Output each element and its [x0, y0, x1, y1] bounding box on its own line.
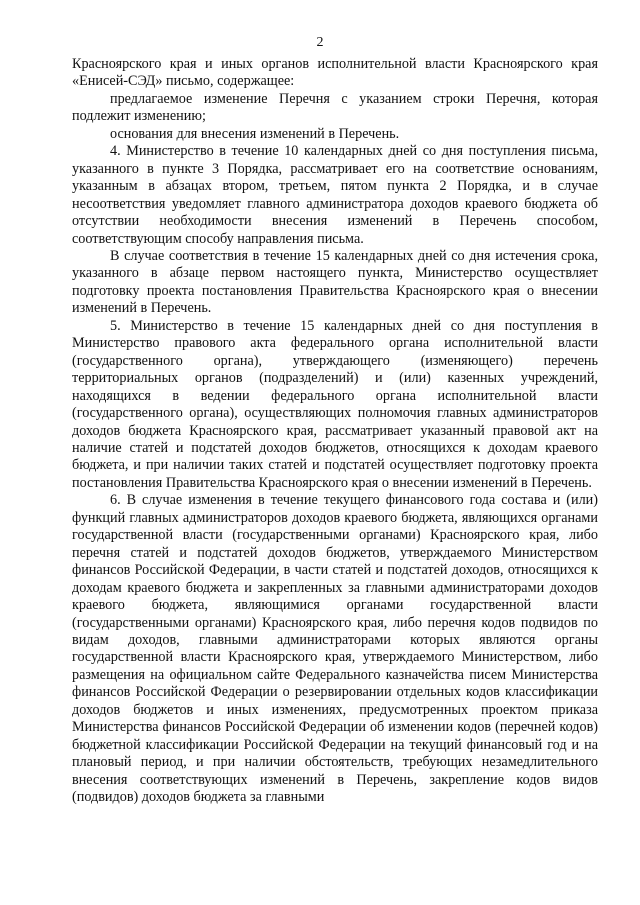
- paragraph-continuation: Красноярского края и иных органов исполнительной власти Красноярского края «Енисей-СЭД» письмо, содержащее:: [72, 56, 598, 90]
- paragraph-item-5: 5. Министерство в течение 15 календарных дней со дня поступления в Министерство правового акта федерального органа исполнительной власти (государственного органа), утверждающего (изменяющего) перечень территориальных органов (подразделений) и (или) казенных учреждений, находящихся в ведении федерального органа исполнительной власти (государственного органа), осуществляющих полномочия главных администраторов доходов бюджета Красноярского края, рассматривает указанный правовой акт на наличие статей и подстатей доходов бюджетов, относящихся к доходам краевого бюджета, и при наличии таких статей и подстатей осуществляет подготовку проекта постановления Правительства Красноярского края о внесении изменений в Перечень.: [72, 317, 598, 491]
- document-body: [72, 56, 598, 806]
- paragraph-proposed-change: предлагаемое изменение Перечня с указанием строки Перечня, которая подлежит изменению;: [72, 90, 598, 125]
- paragraph-item-4: 4. Министерство в течение 10 календарных дней со дня поступления письма, указанного в пункте 3 Порядка, рассматривает его на соответствие основаниям, указанным в абзацах втором, третьем, пятом пункта 2 Порядка, и в случае несоответствия уведомляет главного администратора доходов краевого бюджета об отсутствии необходимости внесения изменений в Перечень способом, соответствующим способу направления письма.: [72, 143, 598, 247]
- paragraph-grounds: основания для внесения изменений в Перечень.: [110, 125, 400, 142]
- paragraph-item-4-compliance: В случае соответствия в течение 15 календарных дней со дня истечения срока, указанного в абзаце первом настоящего пункта, Министерство осуществляет подготовку проекта постановления Правительства Красноярского края о внесении изменений в Перечень.: [72, 247, 598, 317]
- paragraph-item-6: 6. В случае изменения в течение текущего финансового года состава и (или) функций главных администраторов доходов краевого бюджета, являющихся органами государственной власти (государственными органами) Красноярского края, либо перечня статей и подстатей доходов бюджетов, утверждаемого Министерством финансов Российской Федерации, в части статей и подстатей доходов, относящихся к доходам краевого бюджета и закрепленных за главными администраторами доходов краевого бюджета, являющимися органами государственной власти (государственными органами) Красноярского края, либо перечня кодов подвидов по видам доходов, главными администраторами которых являются органы государственной власти Красноярского края, утверждаемого Министерством, либо размещения на официальном сайте Федерального казначейства писем Министерства финансов Российской Федерации о резервировании отдельных кодов классификации доходов бюджетов и иных изменениях, предусмотренных проектом приказа Министерства финансов Российской Федерации об изменении кодов (перечней кодов) бюджетной классификации Российской Федерации на текущий финансовый год и на плановый период, и при наличии обстоятельств, требующих незамедлительного внесения соответствующих изменений в Перечень, закрепление кодов видов (подвидов) доходов бюджета за главными: [72, 492, 598, 806]
- page-number: 2: [316, 35, 324, 50]
